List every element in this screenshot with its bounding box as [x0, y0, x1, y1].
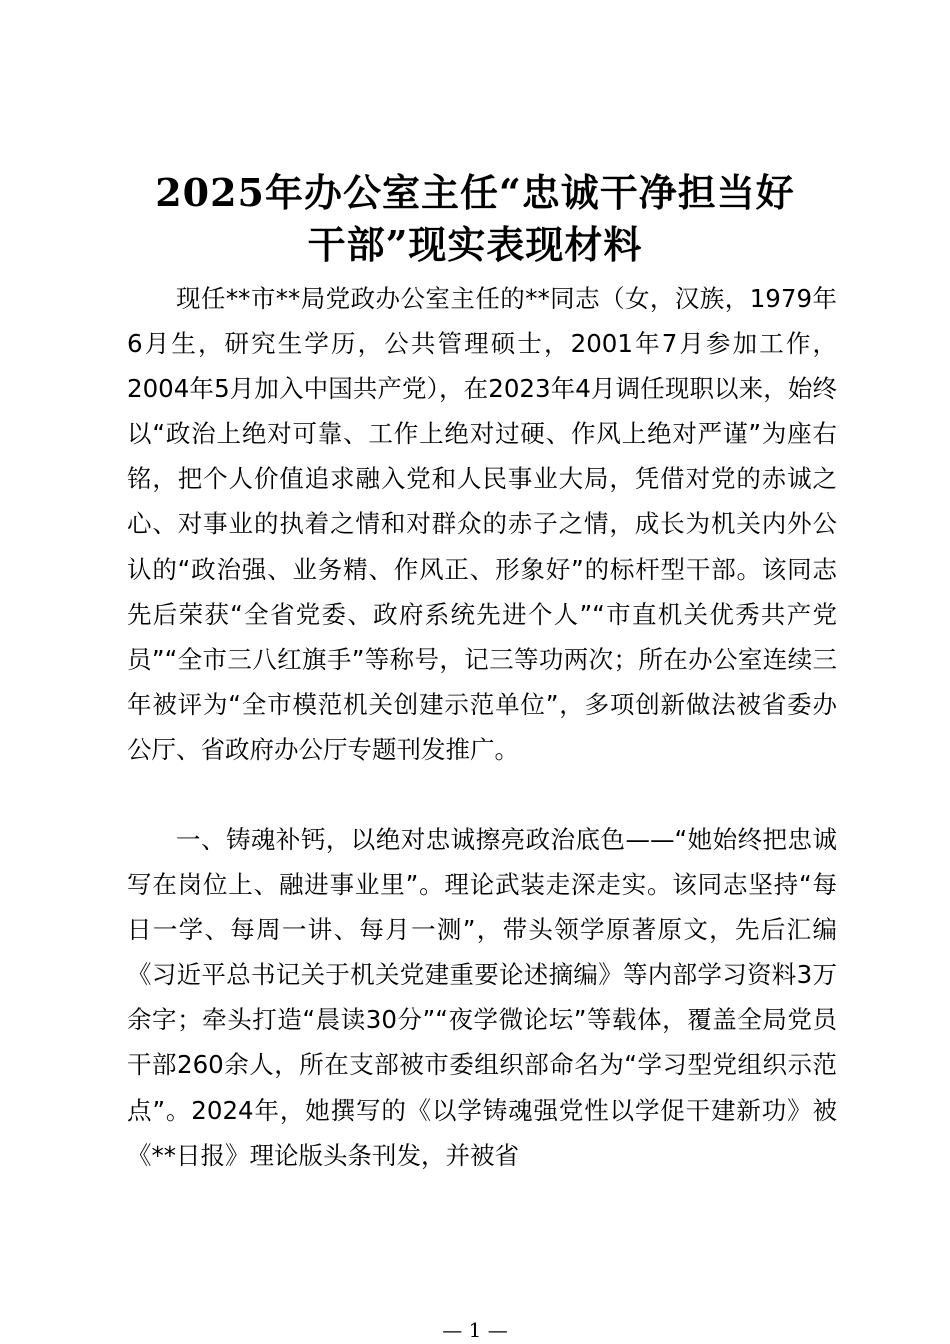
document-title-line-1: 2025年办公室主任“忠诚干净担当好 — [155, 170, 795, 215]
page-number: — 1 — — [442, 1318, 508, 1342]
document-title-line-2: 干部”现实表现材料 — [307, 222, 643, 267]
body-paragraph-intro: 现任**市**局党政办公室主任的**同志（女，汉族，1979年6月生，研究生学历，公共管理硕士，2001年7月参加工作，2004年5月加入中国共产党），在2023年4月调任现职以来，始终以“政治上绝对可靠、工作上绝对过硬、作风上绝对严谨”为座右铭，把个人价值追求融入党和人民事业大局，凭借对党的赤诚之心、对事业的执着之情和对群众的赤子之情，成长为机关内外公认的“政治强、业务精、作风正、形象好”的标杆型干部。该同志先后荣获“全省党委、政府系统先进个人”“市直机关优秀共产党员”“全市三八红旗手”等称号，记三等功两次；所在办公室连续三年被评为“全市模范机关创建示范单位”，多项创新做法被省委办公厅、省政府办公厅专题刊发推广。 — [127, 284, 837, 764]
body-paragraph-section-1: 一、铸魂补钙，以绝对忠诚擦亮政治底色——“她始终把忠诚写在岗位上、融进事业里”。理论武装走深走实。该同志坚持“每日一学、每周一讲、每月一测”，带头领学原著原文，先后汇编《习近平总书记关于机关党建重要论述摘编》等内部学习资料3万余字；牵头打造“晨读30分”“夜学微论坛”等载体，覆盖全局党员干部260余人，所在支部被市委组织部命名为“学习型党组织示范点”。2024年，她撰写的《以学铸魂强党性以学促干建新功》被《**日报》理论版头条刊发，并被省 — [127, 825, 837, 1170]
